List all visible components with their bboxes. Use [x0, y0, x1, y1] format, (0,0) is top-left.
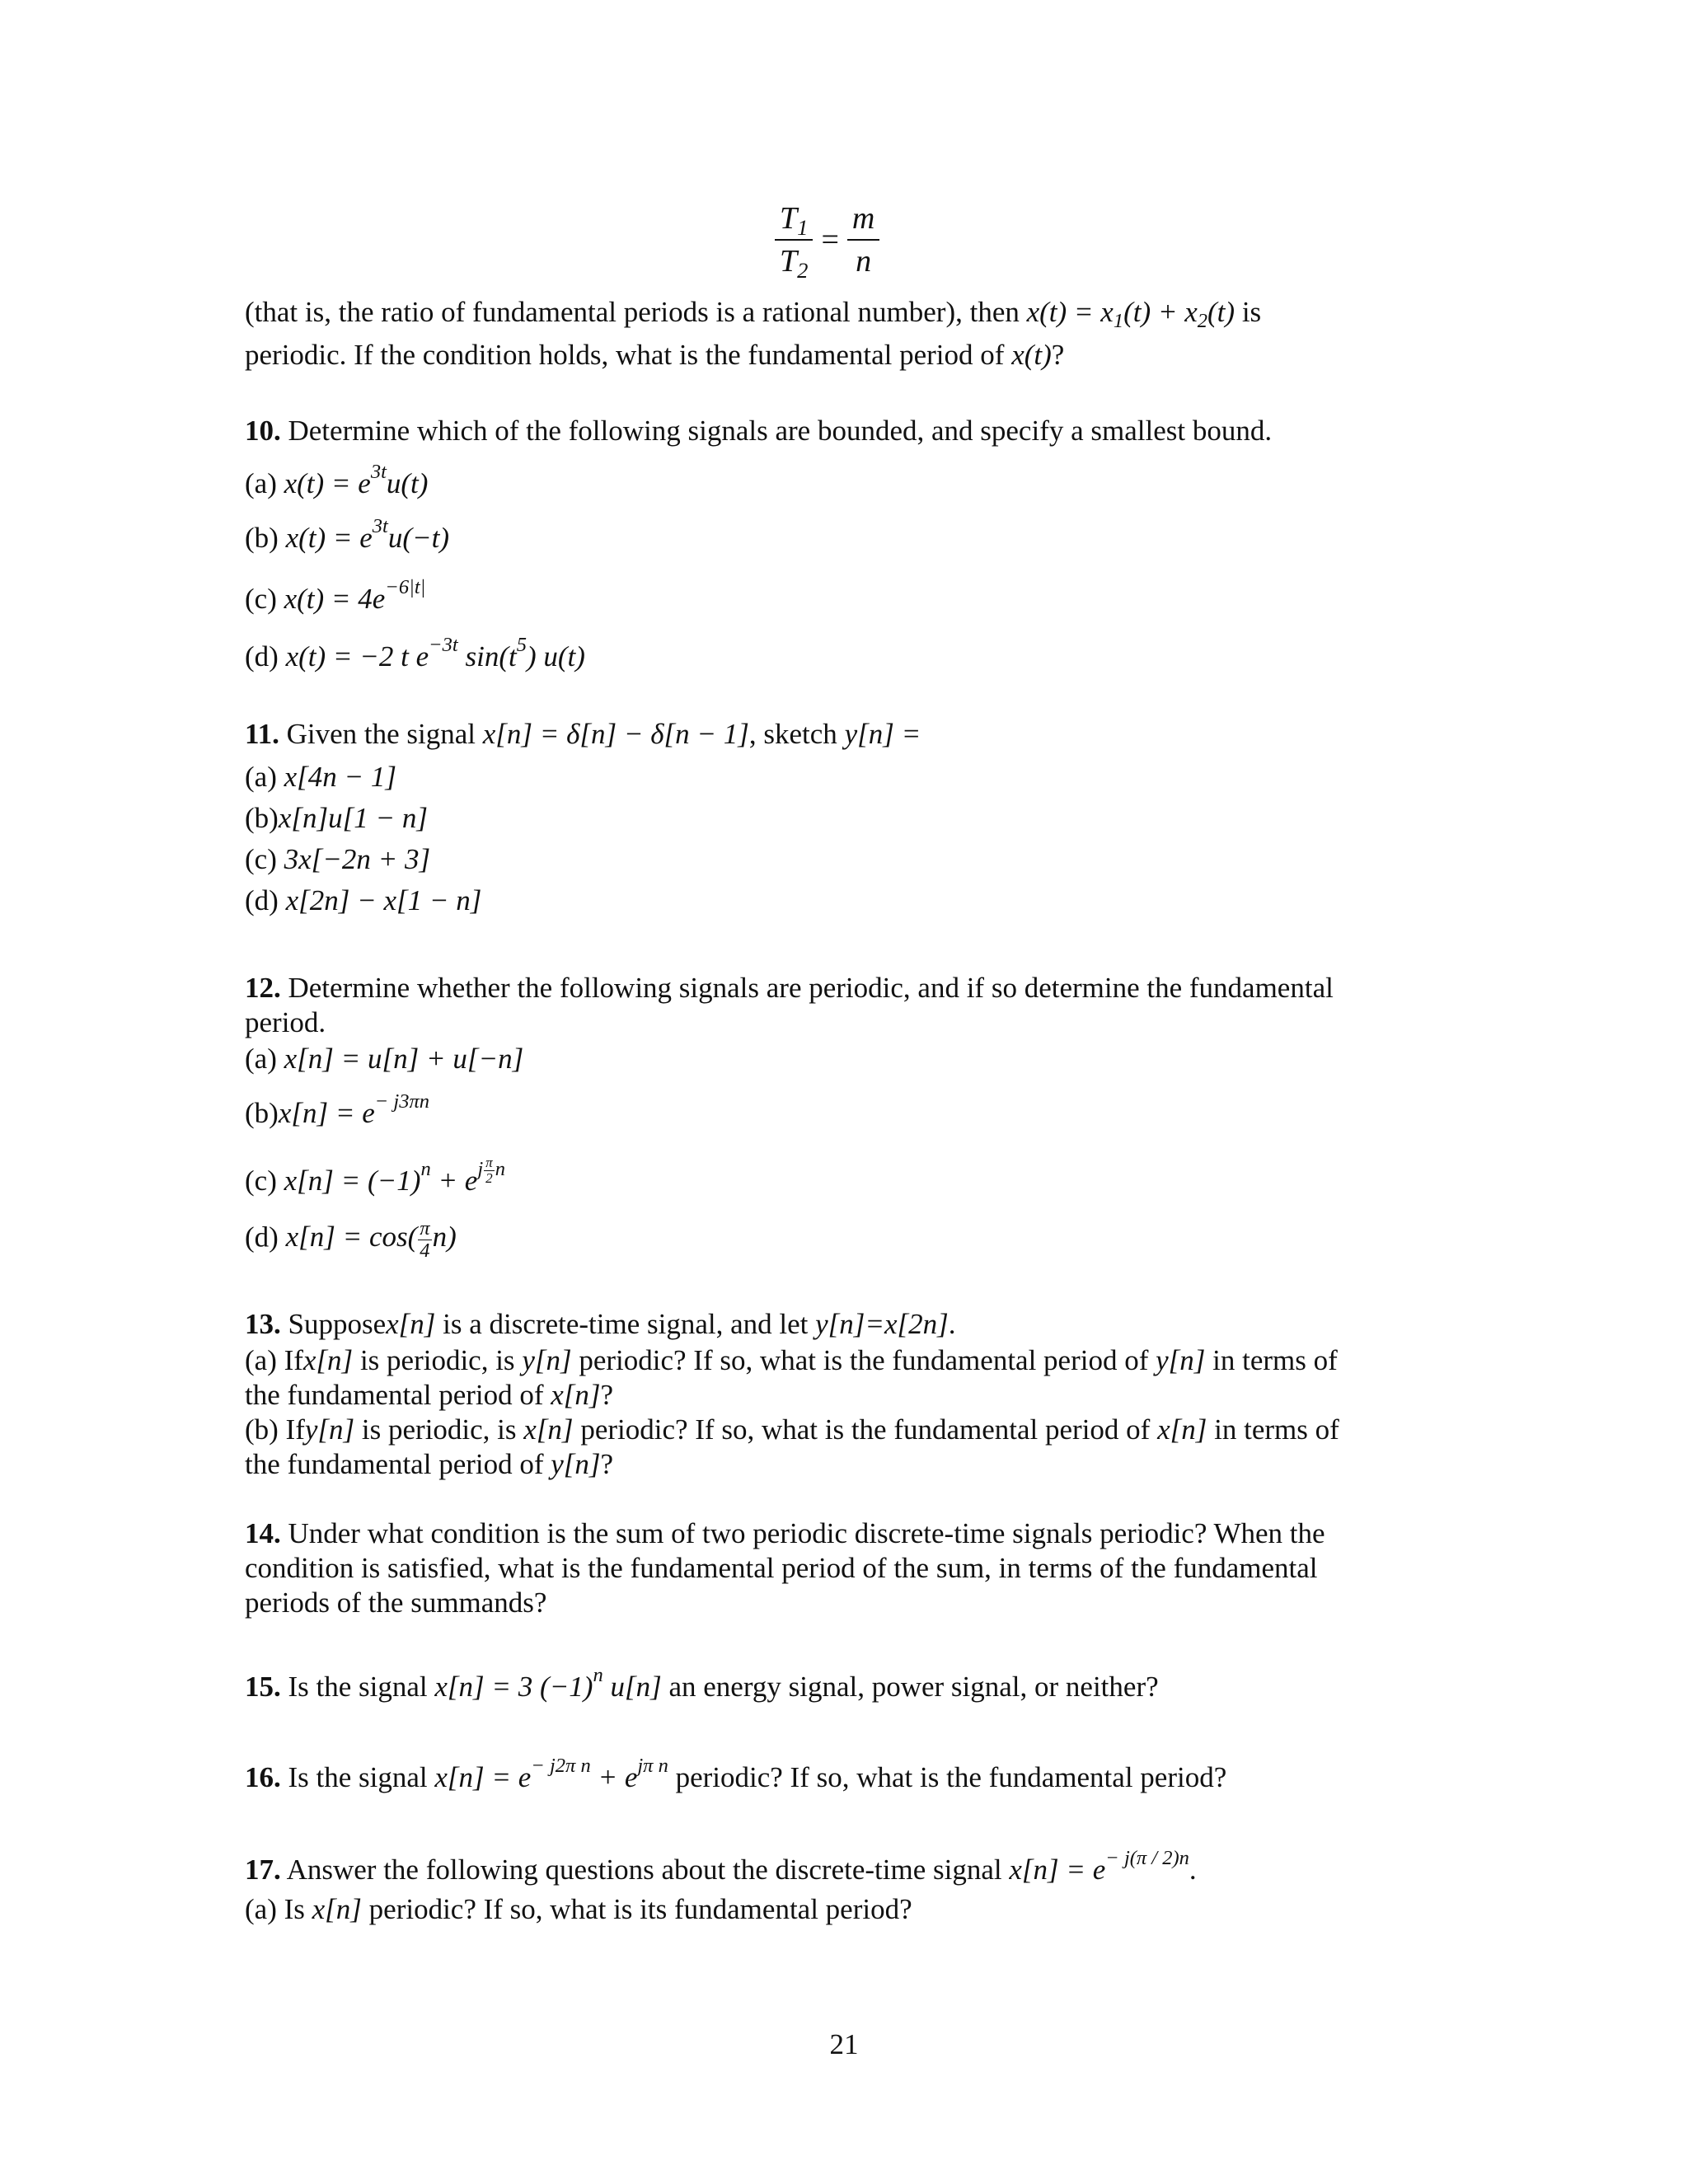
q12-text: Determine whether the following signals are periodic, and if so determine the fundamental	[288, 972, 1334, 1004]
q15-equation: x[n] = 3 $(-1)^n$ u[n]	[434, 1663, 662, 1703]
q10-heading	[245, 414, 1272, 448]
q10-text: Determine which of the following signals are bounded, and specify a smallest bound.	[288, 415, 1273, 447]
q15-heading: 15. Is the signal x[n] = 3 $(-1)^n$ u[n] an energy signal, power signal, or neither?	[245, 1663, 1159, 1703]
q14-line-2: condition is satisfied, what is the fundamental period of the sum, in terms of the fundamental	[245, 1552, 1318, 1584]
intro-question: periodic. If the condition holds, what is the fundamental period of	[245, 339, 1005, 371]
q12-part-d: (d) x[n] = cos( $\frac{\pi}{4}$ n)	[245, 1217, 457, 1262]
q12-heading-line-2: period.	[245, 1006, 326, 1038]
q14-number: 14.	[245, 1517, 281, 1549]
q13-part-a-line-2: the fundamental period of x[n]?	[245, 1379, 614, 1411]
m-n-fraction	[847, 198, 879, 282]
n-symbol: n	[856, 244, 872, 279]
q11-part-b: (b)x[n]u[1 − n]	[245, 802, 428, 834]
q11-heading: 11. Given the signal x[n] = δ[n] − δ[n − 1], sketch y[n] =	[245, 718, 921, 750]
q11-d-equation: x[2n] − x[1 − n]	[285, 884, 482, 916]
q10-part-c: (c) $x(t) = 4e^{-6|t|}$	[245, 575, 426, 615]
intro-text: (that is, the ratio of fundamental periods is a rational number), then	[245, 296, 1020, 328]
period-ratio-equation: $\frac{T_1}{T_2}$ = $\frac{m}{n}$	[775, 198, 879, 282]
q10-part-b: (b) $x(t) = e^{3t}u(-t)$	[245, 514, 450, 554]
q11-b-equation: x[n]u[1 − n]	[278, 802, 428, 834]
q16-heading: 16. Is the signal $x[n] = e^{- j2\pi n} + e^{j\pi n}$ periodic? If so, what is the fundamental period?	[245, 1754, 1227, 1793]
q17-part-a: (a) Is x[n] periodic? If so, what is its fundamental period?	[245, 1893, 912, 1925]
q15-number: 15.	[245, 1671, 281, 1703]
q12-part-c: (c) $x[n] = (-1)^n + e^{j \frac{\pi}{2} n}$	[245, 1154, 505, 1197]
q10-c-equation: $x(t) = 4e^{-6|t|}$	[284, 575, 426, 615]
q12-part-b: $(b)x[n] = e^{- j3\pi n}$	[245, 1090, 429, 1129]
q10-part-a: (a) $x(t) = e^{3t}u(t)$	[245, 460, 429, 499]
q10-a-equation: $x(t) = e^{3t}u(t)$	[284, 460, 429, 499]
intro-sum-equation: $x(t) = x_1(t) + x_2(t)$	[1026, 296, 1236, 333]
q11-number: 11.	[245, 718, 279, 750]
q16-equation: $x[n] = e^{- j2\pi n} + e^{j\pi n}$	[434, 1754, 668, 1793]
q10-number: 10.	[245, 415, 281, 447]
q12-a-equation: x[n] = u[n] + u[−n]	[284, 1043, 524, 1075]
intro-line-1	[245, 295, 1262, 333]
q13-part-b: (b) Ify[n] is periodic, is x[n] periodic? If so, what is the fundamental period of x[n] in terms of	[245, 1413, 1339, 1446]
q11-signal-equation: x[n] = δ[n] − δ[n − 1]	[482, 718, 749, 750]
q12-c-equation: $x[n] = (-1)^n + e^{j \frac{\pi}{2} n}$	[284, 1154, 505, 1197]
q14-line-3: periods of the summands?	[245, 1586, 547, 1619]
q17-heading: 17. Answer the following questions about the discrete-time signal $x[n] = e^{- j(\pi / 2)n}$.	[245, 1846, 1197, 1886]
q13-heading: 13. Supposex[n] is a discrete-time signal, and let y[n]=x[2n].	[245, 1308, 956, 1340]
q16-number: 16.	[245, 1761, 281, 1793]
q11-text: Given the signal	[286, 718, 476, 750]
q12-b-equation: $x[n] = e^{- j3\pi n}$	[278, 1090, 429, 1129]
q14-heading	[245, 1516, 1325, 1551]
q13-number: 13.	[245, 1308, 281, 1340]
q11-part-a: (a) x[4n − 1]	[245, 761, 397, 793]
t-ratio-fraction	[775, 198, 813, 282]
q13-part-a: (a) Ifx[n] is periodic, is y[n] periodic? If so, what is the fundamental period of y[n] in terms of	[245, 1344, 1338, 1376]
q11-part-c: (c) 3x[−2n + 3]	[245, 843, 431, 875]
t2-subscript: 2	[797, 257, 809, 283]
t2-symbol: T	[780, 244, 798, 279]
intro-is: is	[1235, 296, 1262, 328]
m-symbol: m	[847, 198, 879, 241]
q10-d-equation: x(t) = −2 t $e^{-3t}$ $\sin(t^5)$ u(t)	[285, 633, 585, 673]
q12-d-equation: x[n] = cos( $\frac{\pi}{4}$ n)	[285, 1217, 457, 1262]
intro-x-of-t: x(t)	[1011, 339, 1052, 371]
q12-heading	[245, 971, 1334, 1005]
t1-symbol: T	[780, 201, 798, 236]
q11-c-equation: 3x[−2n + 3]	[284, 843, 431, 875]
q11-a-equation: x[4n − 1]	[284, 761, 397, 793]
q17-number: 17.	[245, 1854, 281, 1886]
q12-part-a: (a) x[n] = u[n] + u[−n]	[245, 1043, 524, 1075]
q13-definition: y[n]=x[2n]	[815, 1308, 949, 1340]
q11-part-d: (d) x[2n] − x[1 − n]	[245, 884, 482, 916]
q14-text: Under what condition is the sum of two periodic discrete-time signals periodic? When the	[288, 1517, 1325, 1549]
q12-number: 12.	[245, 972, 281, 1004]
intro-line-2: periodic. If the condition holds, what is the fundamental period of x(t)?	[245, 339, 1065, 371]
page-number: 21	[829, 2028, 859, 2060]
q13-part-b-line-2: the fundamental period of y[n]?	[245, 1448, 614, 1480]
q10-b-equation: $x(t) = e^{3t}u(-t)$	[285, 514, 450, 554]
t1-subscript: 1	[797, 214, 809, 240]
q11-y-equation: y[n] =	[844, 718, 921, 750]
q10-part-d: (d) x(t) = −2 t $e^{-3t}$ $\sin(t^5)$ u(t)	[245, 633, 585, 673]
q17-equation: $x[n] = e^{- j(\pi / 2)n}$	[1009, 1846, 1189, 1886]
